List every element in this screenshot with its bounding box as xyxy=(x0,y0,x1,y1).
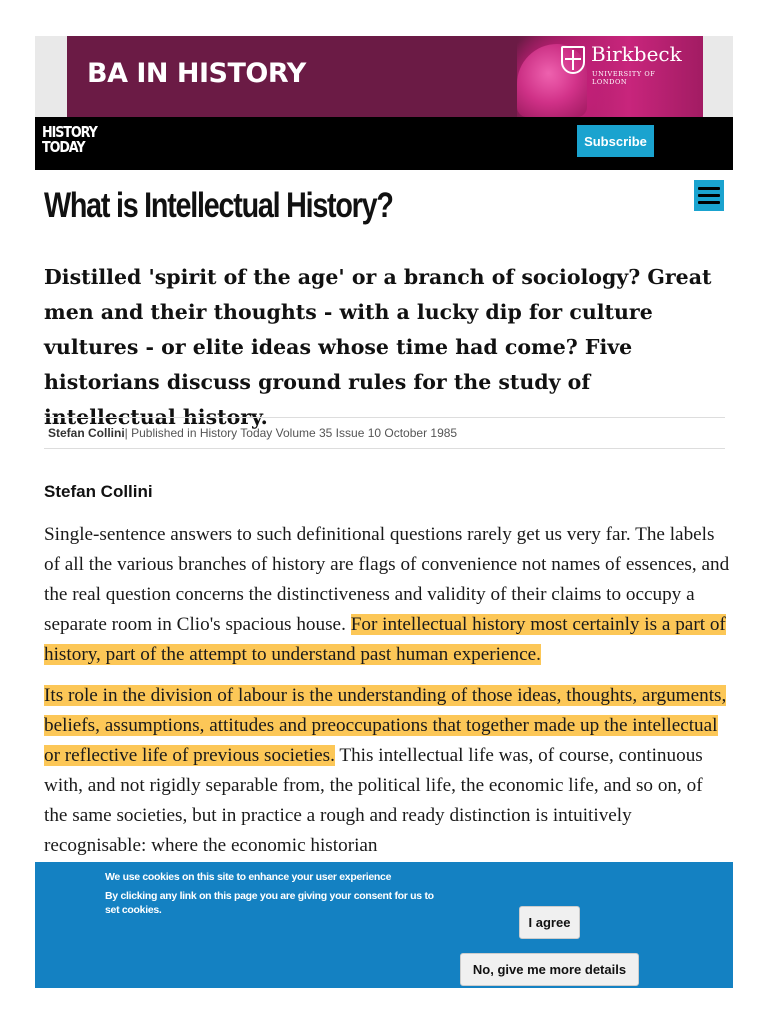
cookie-text xyxy=(105,870,450,917)
logo-line-2: TODAY xyxy=(42,138,85,156)
ad-title: BA IN HISTORY xyxy=(87,58,306,89)
highlighted-text: For intellectual history most certainly is a part of history, part of the attempt to understand past human experience. xyxy=(44,614,726,665)
page xyxy=(35,36,733,988)
subscribe-button[interactable]: Subscribe xyxy=(577,125,654,157)
history-today-logo[interactable] xyxy=(42,125,97,155)
byline-author-link[interactable]: Stefan Collini xyxy=(48,426,125,440)
menu-bar xyxy=(698,201,720,204)
cookie-line-1: We use cookies on this site to enhance your user experience xyxy=(105,871,392,883)
crest-icon xyxy=(561,46,585,74)
site-header xyxy=(35,117,733,170)
birkbeck-logo xyxy=(561,42,685,86)
article-standfirst: Distilled 'spirit of the age' or a branch of sociology? Great men and their thoughts - with a lucky dip for culture vultures - or elite ideas whose time had come? Five historians discuss ground rules for the study of intellectual history. xyxy=(44,265,712,429)
ad-banner[interactable] xyxy=(67,36,703,117)
page-title: What is Intellectual History? xyxy=(44,186,393,225)
agree-button[interactable]: I agree xyxy=(519,906,580,939)
article-body xyxy=(44,520,730,872)
byline-meta: | Published in History Today Volume 35 Issue 10 October 1985 xyxy=(124,426,458,440)
menu-bar xyxy=(698,187,720,190)
ad-banner-wrap xyxy=(35,36,733,117)
menu-bar xyxy=(698,194,720,197)
section-author: Stefan Collini xyxy=(44,482,153,501)
ad-brand-sub: UNIVERSITY OF LONDON xyxy=(592,70,656,86)
logo-line-1: HISTORY xyxy=(42,123,97,141)
cookie-line-2: By clicking any link on this page you are giving your consent for us to set cookies. xyxy=(105,890,434,916)
cookie-banner xyxy=(35,862,733,988)
highlighted-text: Its role in the division of labour is the understanding of those ideas, thoughts, arguments, beliefs, assumptions, attitudes and preoccupations that together made up the intellectual or reflective life of previous societies. xyxy=(44,685,727,766)
paragraph-text: Single-sentence answers to such definitional questions rarely get us very far. The labels of all the various branches of history are flags of convenience not names of essences, and the real question concerns the distinctiveness and validity of their claims to occupy a separate room in Clio's spacious house. xyxy=(44,524,730,635)
hamburger-menu-icon[interactable] xyxy=(694,180,724,211)
paragraph xyxy=(44,681,730,861)
more-details-button[interactable]: No, give me more details xyxy=(460,953,639,986)
ad-artwork xyxy=(517,36,703,117)
paragraph-text: This intellectual life was, of course, continuous with, and not rigidly separable from, the political life, the economic life, and so on, of the same societies, but in practice a rough and ready distinction is intuitively recognisable: where the economic historian xyxy=(44,745,703,856)
ad-brand: Birkbeck xyxy=(591,42,682,66)
paragraph xyxy=(44,520,730,670)
byline xyxy=(44,417,725,449)
